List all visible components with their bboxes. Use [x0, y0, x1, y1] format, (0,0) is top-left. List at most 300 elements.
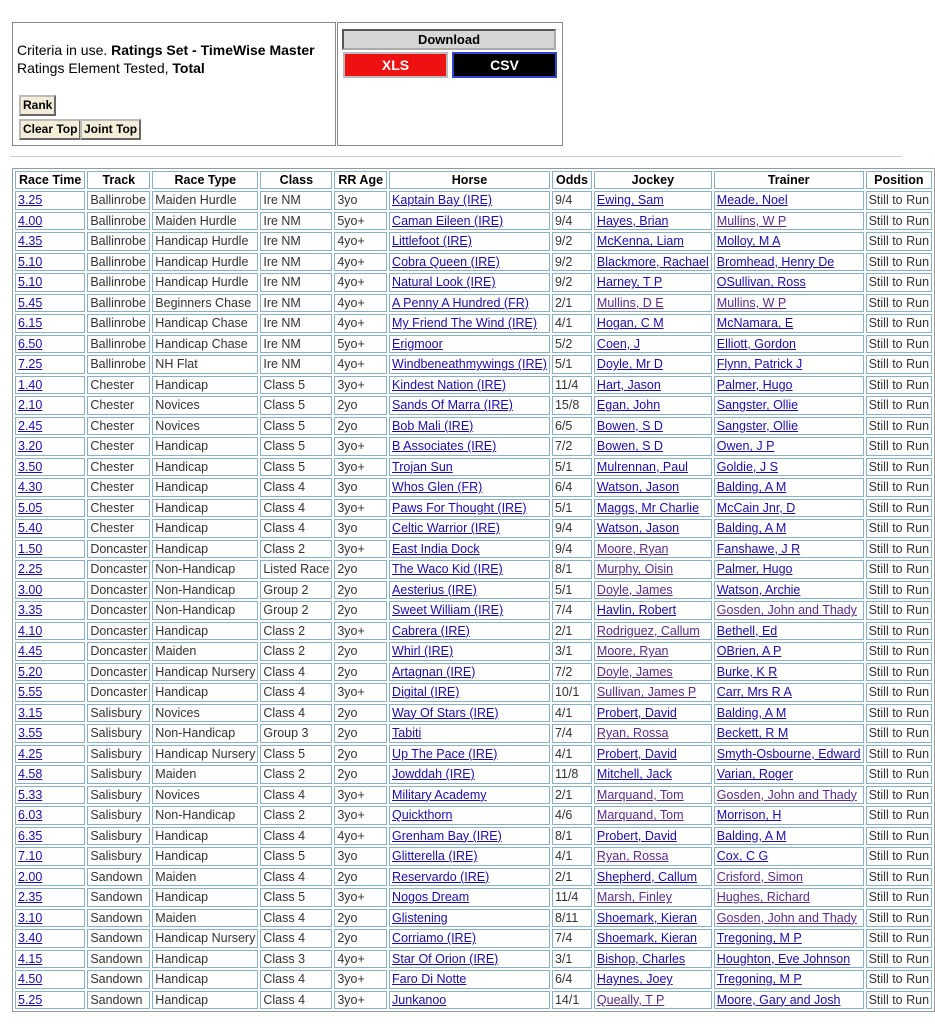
jockey-cell[interactable]: Maggs, Mr Charlie: [594, 499, 712, 518]
trainer-cell[interactable]: Balding, A M: [714, 519, 864, 538]
rr-age-cell: 3yo+: [334, 622, 387, 641]
race-type-cell: Maiden Hurdle: [152, 191, 258, 210]
jockey-cell[interactable]: McKenna, Liam: [594, 232, 712, 251]
table-row: [15, 970, 932, 989]
jockey-cell[interactable]: Moore, Ryan: [594, 642, 712, 661]
table-row: [15, 827, 932, 846]
class-cell: Class 5: [260, 396, 332, 415]
jockey-cell[interactable]: Moore, Ryan: [594, 540, 712, 559]
trainer-cell[interactable]: Bromhead, Henry De: [714, 253, 864, 272]
horse-cell[interactable]: Sands Of Marra (IRE): [389, 396, 550, 415]
table-row: [15, 212, 932, 231]
jockey-cell[interactable]: Mitchell, Jack: [594, 765, 712, 784]
track-cell: Ballinrobe: [87, 314, 150, 333]
jockey-cell[interactable]: Rodriguez, Callum: [594, 622, 712, 641]
jockey-cell[interactable]: Marquand, Tom: [594, 806, 712, 825]
horse-cell[interactable]: Up The Pace (IRE): [389, 745, 550, 764]
jockey-cell[interactable]: Ryan, Rossa: [594, 847, 712, 866]
position-cell: Still to Run: [866, 519, 932, 538]
class-cell: Class 4: [260, 827, 332, 846]
class-cell: Ire NM: [260, 273, 332, 292]
trainer-cell[interactable]: Hughes, Richard: [714, 888, 864, 907]
class-cell: Ire NM: [260, 212, 332, 231]
rr-age-cell: 3yo+: [334, 970, 387, 989]
trainer-cell[interactable]: Sangster, Ollie: [714, 396, 864, 415]
horse-cell[interactable]: Grenham Bay (IRE): [389, 827, 550, 846]
horse-cell[interactable]: Windbeneathmywings (IRE): [389, 355, 550, 374]
jockey-cell[interactable]: Murphy, Oisin: [594, 560, 712, 579]
horse-cell[interactable]: Star Of Orion (IRE): [389, 950, 550, 969]
horse-cell[interactable]: Caman Eileen (IRE): [389, 212, 550, 231]
jockey-cell[interactable]: Mullins, D E: [594, 294, 712, 313]
table-row: [15, 745, 932, 764]
trainer-cell[interactable]: Carr, Mrs R A: [714, 683, 864, 702]
table-row: [15, 314, 932, 333]
race-time-cell[interactable]: 3.10: [15, 909, 85, 928]
odds-cell: 7/2: [552, 663, 592, 682]
class-cell: Listed Race: [260, 560, 332, 579]
jockey-cell[interactable]: Haynes, Joey: [594, 970, 712, 989]
jockey-cell[interactable]: Hayes, Brian: [594, 212, 712, 231]
table-row: [15, 376, 932, 395]
rr-age-cell: 4yo+: [334, 294, 387, 313]
race-time-cell[interactable]: 4.45: [15, 642, 85, 661]
jockey-cell[interactable]: Shoemark, Kieran: [594, 909, 712, 928]
race-time-cell[interactable]: 3.40: [15, 929, 85, 948]
rr-age-cell: 2yo: [334, 704, 387, 723]
header-race-time: Race Time: [15, 171, 85, 189]
race-type-cell: Handicap: [152, 622, 258, 641]
jockey-cell[interactable]: Queally, T P: [594, 991, 712, 1010]
race-time-cell[interactable]: 1.50: [15, 540, 85, 559]
horse-cell[interactable]: Glistening: [389, 909, 550, 928]
race-type-cell: Novices: [152, 786, 258, 805]
class-cell: Class 5: [260, 847, 332, 866]
trainer-cell[interactable]: Morrison, H: [714, 806, 864, 825]
class-cell: Ire NM: [260, 335, 332, 354]
race-time-cell[interactable]: 2.10: [15, 396, 85, 415]
track-cell: Ballinrobe: [87, 232, 150, 251]
race-time-cell[interactable]: 3.25: [15, 191, 85, 210]
class-cell: Group 2: [260, 601, 332, 620]
class-cell: Ire NM: [260, 294, 332, 313]
odds-cell: 10/1: [552, 683, 592, 702]
trainer-cell[interactable]: Flynn, Patrick J: [714, 355, 864, 374]
track-cell: Chester: [87, 499, 150, 518]
horse-cell[interactable]: Cabrera (IRE): [389, 622, 550, 641]
xls-download-button[interactable]: XLS: [343, 52, 448, 78]
race-time-cell[interactable]: 4.25: [15, 745, 85, 764]
race-type-cell: Beginners Chase: [152, 294, 258, 313]
race-type-cell: Maiden: [152, 868, 258, 887]
criteria-prefix: Criteria in use.: [17, 42, 112, 58]
jockey-cell[interactable]: Watson, Jason: [594, 519, 712, 538]
position-cell: Still to Run: [866, 622, 932, 641]
position-cell: Still to Run: [866, 253, 932, 272]
odds-cell: 5/1: [552, 581, 592, 600]
trainer-cell[interactable]: Sangster, Ollie: [714, 417, 864, 436]
odds-cell: 15/8: [552, 396, 592, 415]
horse-cell[interactable]: Kaptain Bay (IRE): [389, 191, 550, 210]
odds-cell: 2/1: [552, 786, 592, 805]
race-time-cell[interactable]: 4.10: [15, 622, 85, 641]
rr-age-cell: 3yo+: [334, 888, 387, 907]
trainer-cell[interactable]: Gosden, John and Thady: [714, 909, 864, 928]
trainer-cell[interactable]: Elliott, Gordon: [714, 335, 864, 354]
horse-cell[interactable]: The Waco Kid (IRE): [389, 560, 550, 579]
trainer-cell[interactable]: Balding, A M: [714, 478, 864, 497]
horse-cell[interactable]: Aesterius (IRE): [389, 581, 550, 600]
jockey-cell[interactable]: Blackmore, Rachael: [594, 253, 712, 272]
horse-cell[interactable]: Erigmoor: [389, 335, 550, 354]
rr-age-cell: 3yo+: [334, 991, 387, 1010]
trainer-cell[interactable]: Houghton, Eve Johnson: [714, 950, 864, 969]
horse-cell[interactable]: Faro Di Notte: [389, 970, 550, 989]
race-time-cell[interactable]: 3.20: [15, 437, 85, 456]
trainer-cell[interactable]: OBrien, A P: [714, 642, 864, 661]
rr-age-cell: 3yo+: [334, 458, 387, 477]
race-time-cell[interactable]: 4.15: [15, 950, 85, 969]
clear-top-button[interactable]: Clear Top: [19, 119, 81, 140]
race-time-cell[interactable]: 5.05: [15, 499, 85, 518]
header-rr-age: RR Age: [334, 171, 387, 189]
race-type-cell: Handicap: [152, 376, 258, 395]
position-cell: Still to Run: [866, 888, 932, 907]
race-time-cell[interactable]: 4.30: [15, 478, 85, 497]
race-time-cell[interactable]: 6.15: [15, 314, 85, 333]
jockey-cell[interactable]: Watson, Jason: [594, 478, 712, 497]
race-type-cell: Handicap Nursery: [152, 663, 258, 682]
race-type-cell: Handicap: [152, 827, 258, 846]
horse-cell[interactable]: A Penny A Hundred (FR): [389, 294, 550, 313]
jockey-cell[interactable]: Bowen, S D: [594, 417, 712, 436]
trainer-cell[interactable]: Molloy, M A: [714, 232, 864, 251]
rr-age-cell: 2yo: [334, 724, 387, 743]
track-cell: Doncaster: [87, 601, 150, 620]
trainer-cell[interactable]: Balding, A M: [714, 827, 864, 846]
odds-cell: 9/4: [552, 540, 592, 559]
odds-cell: 9/4: [552, 191, 592, 210]
horse-cell[interactable]: Whos Glen (FR): [389, 478, 550, 497]
race-type-cell: Novices: [152, 396, 258, 415]
race-time-cell[interactable]: 4.35: [15, 232, 85, 251]
table-row: [15, 765, 932, 784]
table-row: [15, 560, 932, 579]
rr-age-cell: 2yo: [334, 868, 387, 887]
race-time-cell[interactable]: 2.45: [15, 417, 85, 436]
race-type-cell: Maiden Hurdle: [152, 212, 258, 231]
race-time-cell[interactable]: 5.10: [15, 253, 85, 272]
race-type-cell: Non-Handicap: [152, 806, 258, 825]
horse-cell[interactable]: Celtic Warrior (IRE): [389, 519, 550, 538]
rr-age-cell: 2yo: [334, 745, 387, 764]
position-cell: Still to Run: [866, 683, 932, 702]
class-cell: Class 3: [260, 950, 332, 969]
horse-cell[interactable]: Littlefoot (IRE): [389, 232, 550, 251]
trainer-cell[interactable]: Mullins, W P: [714, 294, 864, 313]
horse-cell[interactable]: Paws For Thought (IRE): [389, 499, 550, 518]
horse-cell[interactable]: B Associates (IRE): [389, 437, 550, 456]
race-type-cell: Handicap: [152, 888, 258, 907]
track-cell: Salisbury: [87, 827, 150, 846]
jockey-cell[interactable]: Marsh, Finley: [594, 888, 712, 907]
race-time-cell[interactable]: 4.50: [15, 970, 85, 989]
race-time-cell[interactable]: 6.03: [15, 806, 85, 825]
jockey-cell[interactable]: Shepherd, Callum: [594, 868, 712, 887]
table-row: [15, 273, 932, 292]
position-cell: Still to Run: [866, 847, 932, 866]
jockey-cell[interactable]: Shoemark, Kieran: [594, 929, 712, 948]
position-cell: Still to Run: [866, 909, 932, 928]
odds-cell: 2/1: [552, 294, 592, 313]
trainer-cell[interactable]: Palmer, Hugo: [714, 560, 864, 579]
class-cell: Ire NM: [260, 253, 332, 272]
track-cell: Salisbury: [87, 745, 150, 764]
jockey-cell[interactable]: Harney, T P: [594, 273, 712, 292]
criteria-text: [17, 41, 315, 77]
trainer-cell[interactable]: Beckett, R M: [714, 724, 864, 743]
class-cell: Class 2: [260, 806, 332, 825]
table-row: [15, 417, 932, 436]
table-body: [15, 191, 932, 1009]
position-cell: Still to Run: [866, 704, 932, 723]
position-cell: Still to Run: [866, 314, 932, 333]
horse-cell[interactable]: Junkanoo: [389, 991, 550, 1010]
track-cell: Chester: [87, 458, 150, 477]
odds-cell: 8/11: [552, 909, 592, 928]
table-row: [15, 355, 932, 374]
horse-cell[interactable]: Military Academy: [389, 786, 550, 805]
table-row: [15, 991, 932, 1010]
rr-age-cell: 2yo: [334, 396, 387, 415]
trainer-cell[interactable]: Palmer, Hugo: [714, 376, 864, 395]
race-type-cell: Handicap: [152, 437, 258, 456]
horse-cell[interactable]: Whirl (IRE): [389, 642, 550, 661]
horse-cell[interactable]: Sweet William (IRE): [389, 601, 550, 620]
odds-cell: 8/1: [552, 560, 592, 579]
jockey-cell[interactable]: Doyle, James: [594, 663, 712, 682]
race-type-cell: Handicap: [152, 991, 258, 1010]
class-cell: Class 4: [260, 786, 332, 805]
trainer-cell[interactable]: Smyth-Osbourne, Edward: [714, 745, 864, 764]
trainer-cell[interactable]: Meade, Noel: [714, 191, 864, 210]
jockey-cell[interactable]: Bowen, S D: [594, 437, 712, 456]
trainer-cell[interactable]: Goldie, J S: [714, 458, 864, 477]
trainer-cell[interactable]: Fanshawe, J R: [714, 540, 864, 559]
horse-cell[interactable]: Reservardo (IRE): [389, 868, 550, 887]
trainer-cell[interactable]: Mullins, W P: [714, 212, 864, 231]
jockey-cell[interactable]: Ewing, Sam: [594, 191, 712, 210]
horse-cell[interactable]: Artagnan (IRE): [389, 663, 550, 682]
trainer-cell[interactable]: Tregoning, M P: [714, 970, 864, 989]
position-cell: Still to Run: [866, 970, 932, 989]
odds-cell: 5/2: [552, 335, 592, 354]
trainer-cell[interactable]: Gosden, John and Thady: [714, 601, 864, 620]
horse-cell[interactable]: East India Dock: [389, 540, 550, 559]
trainer-cell[interactable]: Cox, C G: [714, 847, 864, 866]
rr-age-cell: 3yo+: [334, 540, 387, 559]
horse-cell[interactable]: My Friend The Wind (IRE): [389, 314, 550, 333]
race-time-cell[interactable]: 5.40: [15, 519, 85, 538]
joint-top-button[interactable]: Joint Top: [80, 119, 141, 140]
header-track: Track: [87, 171, 150, 189]
race-time-cell[interactable]: 5.55: [15, 683, 85, 702]
race-time-cell[interactable]: 1.40: [15, 376, 85, 395]
position-cell: Still to Run: [866, 232, 932, 251]
jockey-cell[interactable]: Sullivan, James P: [594, 683, 712, 702]
race-type-cell: Handicap: [152, 478, 258, 497]
table-row: [15, 950, 932, 969]
divider: [10, 156, 902, 157]
position-cell: Still to Run: [866, 560, 932, 579]
table-row: [15, 642, 932, 661]
track-cell: Ballinrobe: [87, 355, 150, 374]
position-cell: Still to Run: [866, 294, 932, 313]
race-time-cell[interactable]: 5.10: [15, 273, 85, 292]
horse-cell[interactable]: Tabiti: [389, 724, 550, 743]
race-time-cell[interactable]: 5.45: [15, 294, 85, 313]
trainer-cell[interactable]: Moore, Gary and Josh: [714, 991, 864, 1010]
odds-cell: 4/1: [552, 314, 592, 333]
race-type-cell: Handicap: [152, 683, 258, 702]
trainer-cell[interactable]: McNamara, E: [714, 314, 864, 333]
horse-cell[interactable]: Way Of Stars (IRE): [389, 704, 550, 723]
table-row: [15, 806, 932, 825]
track-cell: Doncaster: [87, 683, 150, 702]
rr-age-cell: 2yo: [334, 417, 387, 436]
trainer-cell[interactable]: Burke, K R: [714, 663, 864, 682]
odds-cell: 11/8: [552, 765, 592, 784]
rank-button[interactable]: Rank: [19, 95, 56, 116]
jockey-cell[interactable]: Bishop, Charles: [594, 950, 712, 969]
odds-cell: 6/5: [552, 417, 592, 436]
rr-age-cell: 4yo+: [334, 232, 387, 251]
class-cell: Class 4: [260, 970, 332, 989]
position-cell: Still to Run: [866, 212, 932, 231]
horse-cell[interactable]: Cobra Queen (IRE): [389, 253, 550, 272]
track-cell: Chester: [87, 478, 150, 497]
race-type-cell: Handicap: [152, 847, 258, 866]
race-type-cell: Non-Handicap: [152, 560, 258, 579]
race-time-cell[interactable]: 3.50: [15, 458, 85, 477]
trainer-cell[interactable]: Watson, Archie: [714, 581, 864, 600]
rr-age-cell: 3yo+: [334, 683, 387, 702]
jockey-cell[interactable]: Marquand, Tom: [594, 786, 712, 805]
race-time-cell[interactable]: 6.35: [15, 827, 85, 846]
race-time-cell[interactable]: 7.25: [15, 355, 85, 374]
jockey-cell[interactable]: Coen, J: [594, 335, 712, 354]
trainer-cell[interactable]: Owen, J P: [714, 437, 864, 456]
race-time-cell[interactable]: 5.33: [15, 786, 85, 805]
horse-cell[interactable]: Natural Look (IRE): [389, 273, 550, 292]
race-time-cell[interactable]: 3.15: [15, 704, 85, 723]
table-row: [15, 437, 932, 456]
horse-cell[interactable]: Kindest Nation (IRE): [389, 376, 550, 395]
jockey-cell[interactable]: Probert, David: [594, 827, 712, 846]
table-header-row: [15, 171, 932, 189]
track-cell: Doncaster: [87, 622, 150, 641]
rr-age-cell: 2yo: [334, 642, 387, 661]
odds-cell: 4/6: [552, 806, 592, 825]
jockey-cell[interactable]: Doyle, Mr D: [594, 355, 712, 374]
race-time-cell[interactable]: 5.25: [15, 991, 85, 1010]
jockey-cell[interactable]: Doyle, James: [594, 581, 712, 600]
trainer-cell[interactable]: McCain Jnr, D: [714, 499, 864, 518]
horse-cell[interactable]: Corriamo (IRE): [389, 929, 550, 948]
jockey-cell[interactable]: Probert, David: [594, 745, 712, 764]
race-type-cell: Maiden: [152, 909, 258, 928]
jockey-cell[interactable]: Hart, Jason: [594, 376, 712, 395]
jockey-cell[interactable]: Ryan, Rossa: [594, 724, 712, 743]
horse-cell[interactable]: Bob Mali (IRE): [389, 417, 550, 436]
table-row: [15, 191, 932, 210]
trainer-cell[interactable]: Tregoning, M P: [714, 929, 864, 948]
race-time-cell[interactable]: 3.35: [15, 601, 85, 620]
jockey-cell[interactable]: Egan, John: [594, 396, 712, 415]
trainer-cell[interactable]: Gosden, John and Thady: [714, 786, 864, 805]
table-row: [15, 478, 932, 497]
horse-cell[interactable]: Jowddah (IRE): [389, 765, 550, 784]
race-time-cell[interactable]: 3.00: [15, 581, 85, 600]
track-cell: Doncaster: [87, 581, 150, 600]
position-cell: Still to Run: [866, 499, 932, 518]
race-time-cell[interactable]: 7.10: [15, 847, 85, 866]
track-cell: Sandown: [87, 950, 150, 969]
table-row: [15, 929, 932, 948]
track-cell: Salisbury: [87, 704, 150, 723]
race-time-cell[interactable]: 6.50: [15, 335, 85, 354]
horse-cell[interactable]: Trojan Sun: [389, 458, 550, 477]
race-time-cell[interactable]: 2.00: [15, 868, 85, 887]
jockey-cell[interactable]: Havlin, Robert: [594, 601, 712, 620]
track-cell: Ballinrobe: [87, 253, 150, 272]
results-table: [12, 168, 935, 1012]
horse-cell[interactable]: Nogos Dream: [389, 888, 550, 907]
trainer-cell[interactable]: Balding, A M: [714, 704, 864, 723]
trainer-cell[interactable]: Bethell, Ed: [714, 622, 864, 641]
class-cell: Class 4: [260, 704, 332, 723]
race-time-cell[interactable]: 2.25: [15, 560, 85, 579]
horse-cell[interactable]: Digital (IRE): [389, 683, 550, 702]
track-cell: Salisbury: [87, 806, 150, 825]
rr-age-cell: 4yo+: [334, 827, 387, 846]
trainer-cell[interactable]: OSullivan, Ross: [714, 273, 864, 292]
jockey-cell[interactable]: Hogan, C M: [594, 314, 712, 333]
race-time-cell[interactable]: 4.58: [15, 765, 85, 784]
class-cell: Ire NM: [260, 355, 332, 374]
horse-cell[interactable]: Quickthorn: [389, 806, 550, 825]
race-time-cell[interactable]: 4.00: [15, 212, 85, 231]
class-cell: Ire NM: [260, 232, 332, 251]
odds-cell: 7/4: [552, 724, 592, 743]
horse-cell[interactable]: Glitterella (IRE): [389, 847, 550, 866]
race-time-cell[interactable]: 2.35: [15, 888, 85, 907]
class-cell: Class 4: [260, 519, 332, 538]
trainer-cell[interactable]: Varian, Roger: [714, 765, 864, 784]
race-time-cell[interactable]: 5.20: [15, 663, 85, 682]
jockey-cell[interactable]: Probert, David: [594, 704, 712, 723]
odds-cell: 7/4: [552, 929, 592, 948]
odds-cell: 9/4: [552, 519, 592, 538]
jockey-cell[interactable]: Mulrennan, Paul: [594, 458, 712, 477]
track-cell: Doncaster: [87, 642, 150, 661]
position-cell: Still to Run: [866, 765, 932, 784]
csv-download-button[interactable]: CSV: [452, 52, 557, 78]
race-time-cell[interactable]: 3.55: [15, 724, 85, 743]
odds-cell: 5/1: [552, 499, 592, 518]
trainer-cell[interactable]: Crisford, Simon: [714, 868, 864, 887]
track-cell: Chester: [87, 417, 150, 436]
